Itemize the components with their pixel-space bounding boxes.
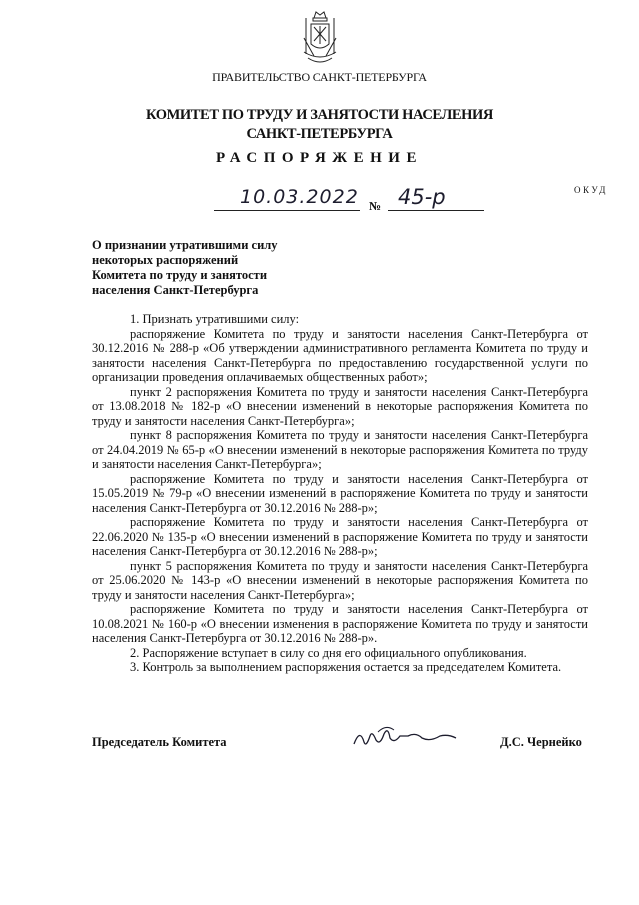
paragraph: пункт 2 распоряжения Комитета по труду и занятости населения Санкт-Петербурга от 13.08.2018 № 182-р «О внесении изменений в некоторые распоряжения Комитета по труду и занятости населения Санкт-Петербурга»; <box>92 384 588 428</box>
subject-line: Комитета по труду и занятости <box>92 268 268 282</box>
number-sign: № <box>369 199 382 213</box>
paragraph-item-2: 2. Распоряжение вступает в силу со дня его официального опубликования. <box>130 645 527 660</box>
coat-of-arms-emblem <box>300 8 340 68</box>
paragraph-item-3: 3. Контроль за выполнением распоряжения остается за председателем Комитета. <box>130 660 562 674</box>
subject-line: некоторых распоряжений <box>92 253 239 267</box>
handwritten-number: 45-р <box>398 185 446 209</box>
number-underline <box>388 210 484 211</box>
handwritten-date: 10.03.2022 <box>240 186 359 208</box>
date-underline <box>214 210 360 211</box>
paragraph-item-1: 1. Признать утратившими силу: <box>130 312 300 326</box>
subject-line: О признании утратившими силу <box>92 238 278 252</box>
document-body <box>92 312 588 675</box>
committee-name-line1: КОМИТЕТ ПО ТРУДУ И ЗАНЯТОСТИ НАСЕЛЕНИЯ <box>145 107 494 123</box>
paragraph: распоряжение Комитета по труду и занятости населения Санкт-Петербурга от 22.06.2020 № 135-р «О внесении изменений в распоряжение Комитета по труду и занятости населения Санкт-Петербурга от 30.12.2016 № 288-р»; <box>92 515 588 558</box>
paragraph: распоряжение Комитета по труду и занятости населения Санкт-Петербурга от 10.08.2021 № 160-р «О внесении изменения в распоряжение Комитета по труду и занятости населения Санкт-Петербурга от 30.12.2016 № 288-р». <box>92 602 588 645</box>
subject-line: населения Санкт-Петербурга <box>92 283 259 297</box>
signatory-name: Д.С. Чернейко <box>500 735 582 749</box>
document-subject <box>92 238 322 298</box>
committee-name-line2: САНКТ-ПЕТЕРБУРГА <box>246 126 393 142</box>
document-type-title: РАСПОРЯЖЕНИЕ <box>216 150 423 166</box>
committee-name <box>0 106 639 144</box>
paragraph: пункт 8 распоряжения Комитета по труду и занятости населения Санкт-Петербурга от 24.04.2019 № 65-р «О внесении изменений в некоторые распоряжения Комитета по труду и занятости населения Санкт-Петербурга»; <box>92 428 588 471</box>
handwritten-signature <box>350 722 460 752</box>
signatory-position: Председатель Комитета <box>92 735 227 749</box>
paragraph: распоряжение Комитета по труду и занятости населения Санкт-Петербурга от 30.12.2016 № 288-р «Об утверждении административного регламента Комитета по труду и занятости населения Санкт-Петербурга по предоставлению государственной услуги по организации проведения оплачиваемых общественных работ»; <box>92 326 588 384</box>
okud-label: ОКУД <box>574 185 608 195</box>
government-header: ПРАВИТЕЛЬСТВО САНКТ-ПЕТЕРБУРГА <box>212 70 427 84</box>
paragraph: распоряжение Комитета по труду и занятости населения Санкт-Петербурга от 15.05.2019 № 79-р «О внесении изменений в распоряжение Комитета по труду и занятости населения Санкт-Петербурга от 30.12.2016 № 288-р»; <box>92 471 588 515</box>
paragraph: пункт 5 распоряжения Комитета по труду и занятости населения Санкт-Петербурга от 25.06.2020 № 143-р «О внесении изменений в некоторые распоряжения Комитета по труду и занятости населения Санкт-Петербурга»; <box>92 558 588 602</box>
